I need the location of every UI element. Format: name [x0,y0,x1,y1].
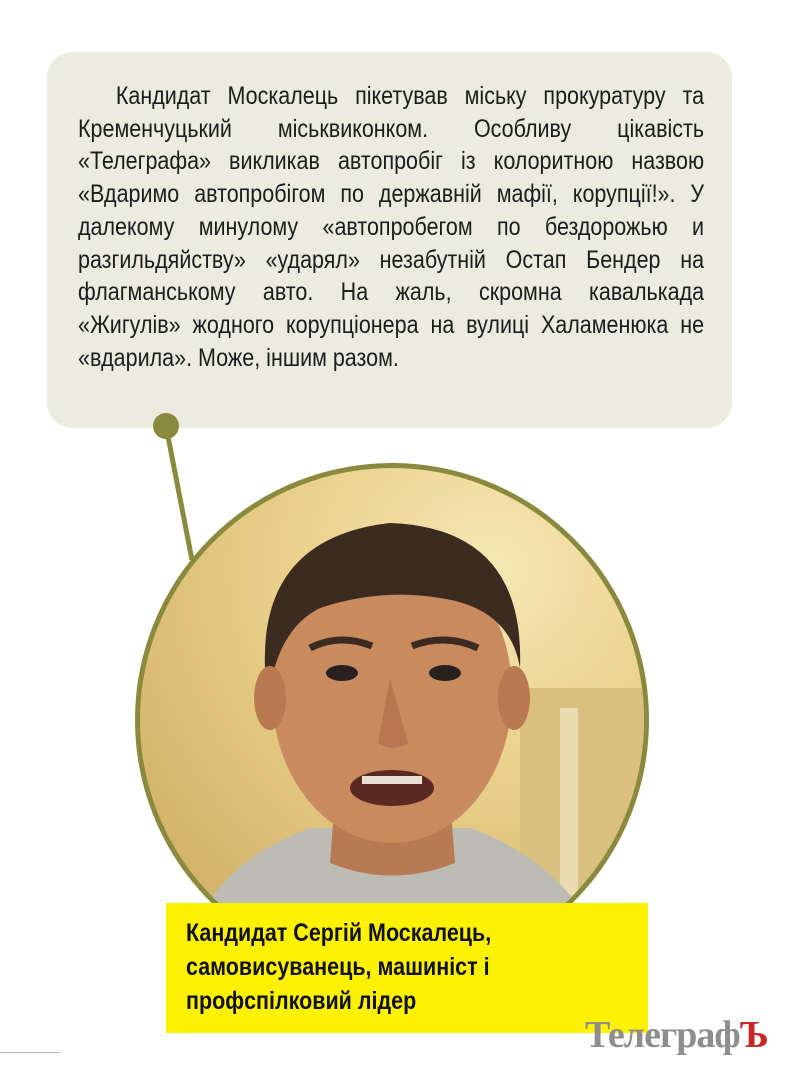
caption-line-1: Кандидат Сергій Москалець, [186,919,492,947]
caption-line-2: самовисуванець, машиніст і [186,953,490,981]
portrait-photo [135,463,649,977]
caption-line-3: профспілковий лідер [186,987,417,1015]
divider [0,1052,60,1053]
logo-suffix: Ъ [739,1014,768,1056]
photo-caption [186,916,616,1018]
logo-main: Телеграф [585,1014,740,1056]
article-body: Кандидат Москалець пікетував міську прокуратуру та Кременчуцький міськвиконком. Особливу цікавість «Телеграфа» викликав автопробіг із колоритною назвою «Вдаримо автопробігом по державній мафії, корупції!». У далекому минулому «автопробегом по бездорожью и разгильдяйству» «ударял» незабутній Остап Бендер на флагманському авто. На жаль, скромна кавалькада «Жигулів» жодного корупціонера на вулиці Халаменюка не «вдарила». Може, іншим разом. [78,82,705,372]
telegraf-logo [585,1013,768,1057]
pointer-dot [153,413,179,439]
